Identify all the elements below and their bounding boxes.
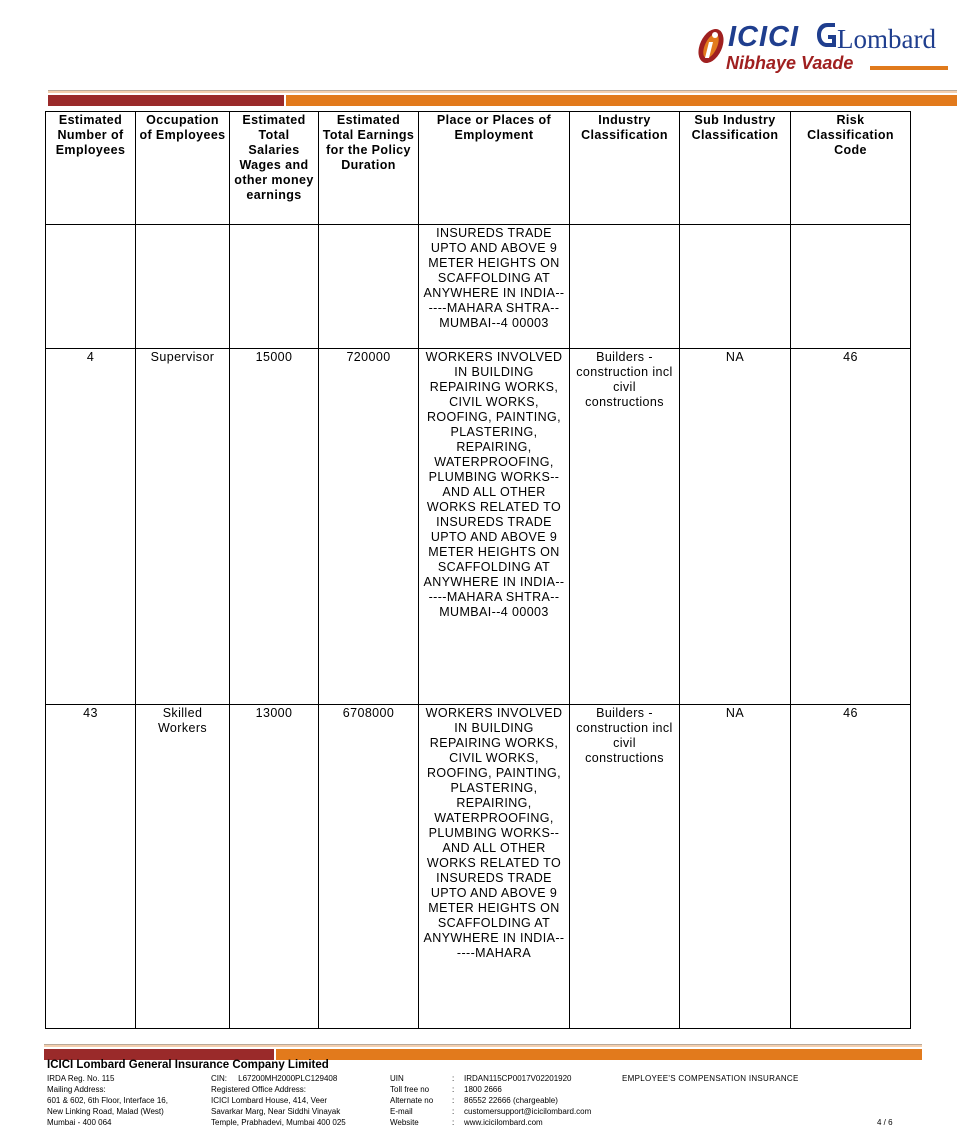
footer-product-name: EMPLOYEE'S COMPENSATION INSURANCE	[622, 1074, 799, 1083]
table-row	[46, 225, 911, 349]
cell-industry	[570, 225, 680, 349]
cell-employees: 4	[46, 349, 136, 705]
cell-sub-industry	[680, 225, 791, 349]
footer-mailing-line3: Mumbai - 400 064	[47, 1118, 112, 1127]
footer-band	[44, 1044, 922, 1060]
header-band-red	[48, 95, 284, 106]
table-header-row	[46, 112, 911, 225]
cell-earnings	[319, 225, 419, 349]
cell-risk-code	[791, 225, 911, 349]
header-band	[48, 90, 957, 106]
website-link[interactable]: www.icicilombard.com	[464, 1118, 543, 1127]
footer-contact-uin	[390, 1073, 591, 1084]
header-band-line	[48, 90, 957, 93]
contact-separator: :	[452, 1107, 455, 1116]
icici-lombard-logo	[694, 18, 954, 78]
contact-value: 1800 2666	[464, 1085, 502, 1094]
contact-separator: :	[452, 1085, 455, 1094]
cell-salaries	[230, 225, 319, 349]
header-band-orange	[286, 95, 957, 106]
email-link[interactable]: customersupport@icicilombard.com	[464, 1107, 592, 1116]
icici-i-mark-icon	[696, 24, 726, 66]
cell-occupation	[136, 225, 230, 349]
header-industry-classification: Industry Classification	[570, 112, 680, 225]
contact-label: Website	[390, 1118, 419, 1127]
footer-contact-toll-free	[390, 1084, 591, 1095]
cell-place: WORKERS INVOLVED IN BUILDING REPAIRING WORKS, CIVIL WORKS, ROOFING, PAINTING, PLASTERING, REPAIRING, WATERPROOFING, PLUMBING WORKS--AND ALL OTHER WORKS RELATED TO INSUREDS TRADE UPTO AND ABOVE 9 METER HEIGHTS ON SCAFFOLDING AT ANYWHERE IN INDIA------MAHARA SHTRA--MUMBAI--4 00003	[419, 349, 570, 705]
cell-occupation: Supervisor	[136, 349, 230, 705]
contact-separator: :	[452, 1074, 455, 1083]
cell-risk-code: 46	[791, 705, 911, 1029]
table-row	[46, 349, 911, 705]
footer-band-line	[44, 1044, 922, 1047]
page-number: 4 / 6	[877, 1118, 893, 1127]
footer-mailing-address	[47, 1073, 168, 1128]
logo-tagline: Nibhaye Vaade	[726, 53, 854, 73]
footer-registered-line1: ICICI Lombard House, 414, Veer	[211, 1096, 328, 1105]
cell-risk-code: 46	[791, 349, 911, 705]
cell-sub-industry: NA	[680, 705, 791, 1029]
cell-industry: Builders - construction incl civil constructions	[570, 349, 680, 705]
contact-label: UIN	[390, 1074, 404, 1083]
footer-band-orange	[276, 1049, 922, 1060]
contact-separator: :	[452, 1118, 455, 1127]
cell-earnings: 6708000	[319, 705, 419, 1029]
header-estimated-total-salaries: Estimated Total Salaries Wages and other money earnings	[230, 112, 319, 225]
footer-registered-office	[211, 1073, 346, 1128]
footer-contacts	[390, 1073, 591, 1128]
cell-earnings: 720000	[319, 349, 419, 705]
header-estimated-total-earnings: Estimated Total Earnings for the Policy Duration	[319, 112, 419, 225]
cell-employees	[46, 225, 136, 349]
footer-registered-line3: Temple, Prabhadevi, Mumbai 400 025	[211, 1118, 346, 1127]
contact-value: IRDAN115CP0017V02201920	[464, 1074, 572, 1083]
header-sub-industry-classification: Sub Industry Classification	[680, 112, 791, 225]
footer-company-name: ICICI Lombard General Insurance Company Limited	[47, 1059, 329, 1071]
footer-contact-alternate	[390, 1095, 591, 1106]
footer-registered-label: Registered Office Address:	[211, 1085, 307, 1094]
footer-contact-email	[390, 1106, 591, 1117]
footer-mailing-line1: 601 & 602, 6th Floor, Interface 16,	[47, 1096, 168, 1105]
employees-table	[45, 111, 911, 1029]
cell-place: WORKERS INVOLVED IN BUILDING REPAIRING WORKS, CIVIL WORKS, ROOFING, PAINTING, PLASTERING, REPAIRING, WATERPROOFING, PLUMBING WORKS--AND ALL OTHER WORKS RELATED TO INSUREDS TRADE UPTO AND ABOVE 9 METER HEIGHTS ON SCAFFOLDING AT ANYWHERE IN INDIA------MAHARA	[419, 705, 570, 1029]
cell-employees: 43	[46, 705, 136, 1029]
header-estimated-number-of-employees: Estimated Number of Employees	[46, 112, 136, 225]
logo-icici-text: ICICI	[728, 21, 800, 53]
logo-lombard-text: Lombard	[837, 24, 936, 54]
footer-registered-line2: Savarkar Marg, Near Siddhi Vinayak	[211, 1107, 341, 1116]
lion-emblem-icon	[816, 22, 838, 48]
contact-label: E-mail	[390, 1107, 413, 1116]
contact-value: 86552 22666 (chargeable)	[464, 1096, 558, 1105]
header-place-of-employment: Place or Places of Employment	[419, 112, 570, 225]
header-risk-classification-code: Risk Classification Code	[791, 112, 911, 225]
cell-occupation: Skilled Workers	[136, 705, 230, 1029]
footer-contact-website	[390, 1117, 591, 1128]
table-row	[46, 705, 911, 1029]
cell-industry: Builders - construction incl civil constructions	[570, 705, 680, 1029]
contact-label: Alternate no	[390, 1096, 434, 1105]
contact-separator: :	[452, 1096, 455, 1105]
cell-salaries: 13000	[230, 705, 319, 1029]
footer-cin: CIN: L67200MH2000PLC129408	[211, 1074, 338, 1083]
cell-salaries: 15000	[230, 349, 319, 705]
footer-irda-reg: IRDA Reg. No. 115	[47, 1074, 115, 1083]
contact-label: Toll free no	[390, 1085, 430, 1094]
footer-mailing-label: Mailing Address:	[47, 1085, 106, 1094]
cell-place: INSUREDS TRADE UPTO AND ABOVE 9 METER HEIGHTS ON SCAFFOLDING AT ANYWHERE IN INDIA------MAHARA SHTRA--MUMBAI--4 00003	[419, 225, 570, 349]
cell-sub-industry: NA	[680, 349, 791, 705]
footer-mailing-line2: New Linking Road, Malad (West)	[47, 1107, 164, 1116]
logo-underline	[870, 66, 948, 70]
header-occupation-of-employees: Occupation of Employees	[136, 112, 230, 225]
